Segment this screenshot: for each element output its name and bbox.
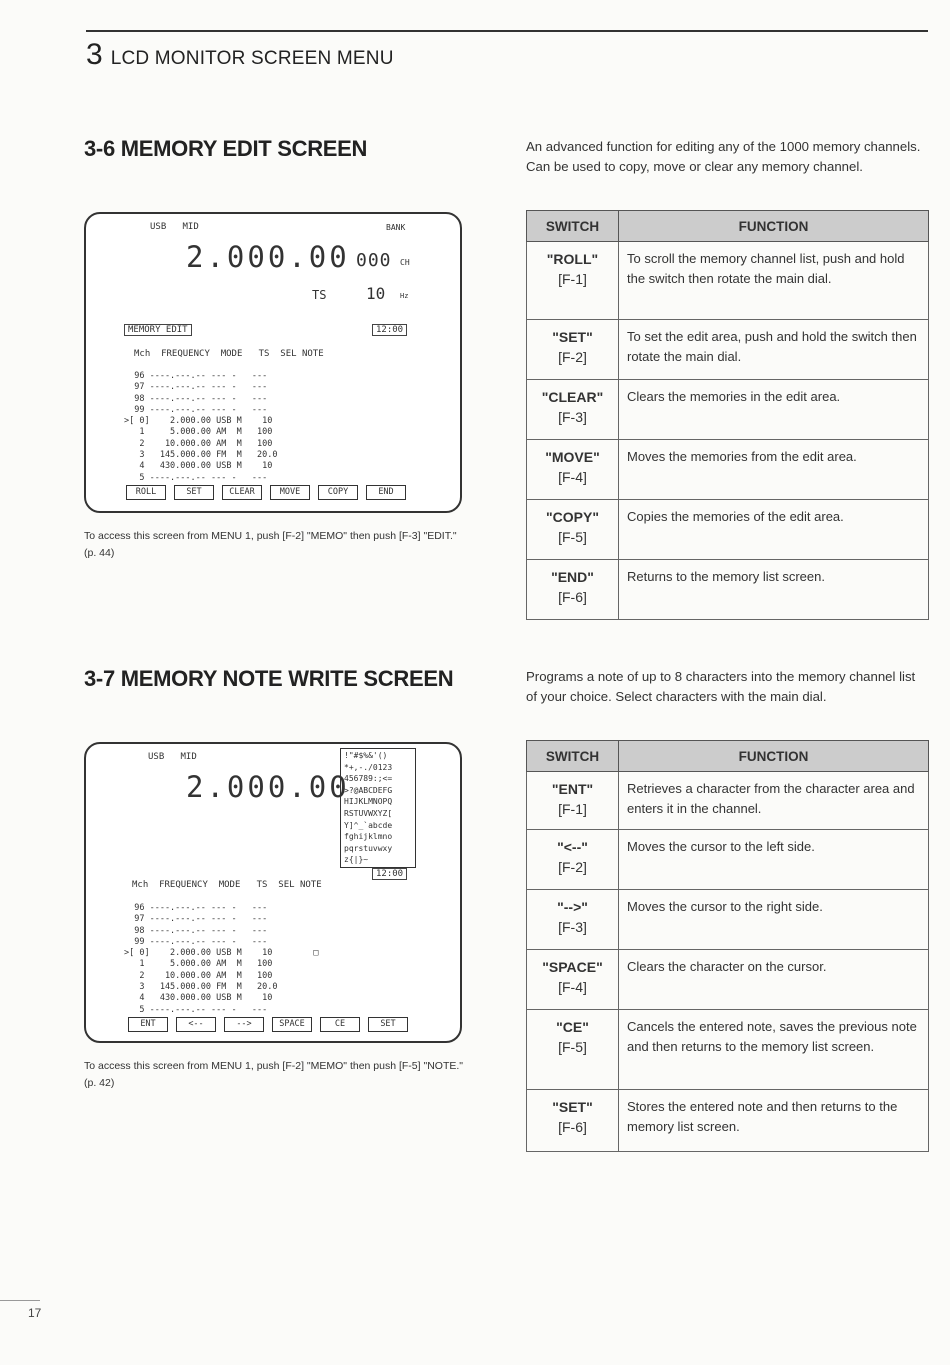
lcd-channel: 000: [356, 250, 392, 271]
page-number: 17: [28, 1306, 42, 1320]
switch-key: [F-2]: [558, 349, 587, 365]
cursor-right-button: -->: [224, 1017, 264, 1032]
switch-cell: [527, 772, 619, 830]
switch-name: "CE": [556, 1019, 589, 1035]
switch-name: "-->": [557, 899, 588, 915]
lcd-channel-unit: CH: [400, 258, 410, 267]
table-header-row: [527, 741, 929, 772]
switch-cell: [527, 890, 619, 950]
table-row: [527, 320, 929, 380]
switch-name: "MOVE": [545, 449, 600, 465]
switch-cell: [527, 242, 619, 320]
set-button: SET: [174, 485, 214, 500]
function-cell: Stores the entered note and then returns to the memory list screen.: [619, 1090, 929, 1152]
switch-key: [F-4]: [558, 469, 587, 485]
switch-cell: [527, 1010, 619, 1090]
switch-key: [F-3]: [558, 919, 587, 935]
switch-header: SWITCH: [527, 741, 619, 772]
lcd-frequency: 2.000.00: [186, 240, 350, 274]
section-6-intro: An advanced function for editing any of the 1000 memory channels. Can be used to copy, move or clear any memory channel.: [526, 139, 921, 174]
table-row: [527, 950, 929, 1010]
function-cell: Retrieves a character from the character area and enters it in the channel.: [619, 772, 929, 830]
section-6-caption: To access this screen from MENU 1, push [F-2] "MEMO" then push [F-3] "EDIT." (p. 44): [84, 530, 457, 559]
function-cell: Moves the cursor to the left side.: [619, 830, 929, 890]
section-7-switch-table: [526, 740, 929, 1152]
table-header-row: [527, 211, 929, 242]
switch-name: "END": [551, 569, 594, 585]
table-row: [527, 1090, 929, 1152]
switch-key: [F-6]: [558, 1119, 587, 1135]
function-cell: Moves the memories from the edit area.: [619, 440, 929, 500]
lcd-channel-rows: 96 ----.---.-- --- - --- 97 ----.---.-- --- - --- 98 ----.---.-- --- - --- 99 ----.---.-- --- - --- >[ 0] 2.000.00 USB M 10 1 5.000.00 AM M 100 2 10.000.00 AM M 100 3 145.000.00 FM M 20.0 4 430.000.00 USB M 10 5 ----.---.-- --- - ---: [124, 371, 278, 483]
page-number-rule: [0, 1300, 40, 1301]
set-button: SET: [368, 1017, 408, 1032]
switch-key: [F-2]: [558, 859, 587, 875]
switch-name: "SET": [552, 329, 593, 345]
chapter-number: 3: [86, 38, 103, 71]
function-cell: Copies the memories of the edit area.: [619, 500, 929, 560]
lcd-clock: 12:00: [372, 868, 407, 880]
switch-cell: [527, 950, 619, 1010]
function-cell: Cancels the entered note, saves the previous note and then returns to the memory list screen.: [619, 1010, 929, 1090]
lcd-column-headers: Mch FREQUENCY MODE TS SEL NOTE: [132, 880, 322, 890]
copy-button: COPY: [318, 485, 358, 500]
switch-cell: [527, 320, 619, 380]
lcd-function-buttons: [128, 1017, 408, 1032]
lcd-function-buttons: [126, 485, 406, 500]
lcd-frequency: 2.000.00: [186, 770, 350, 804]
switch-key: [F-4]: [558, 979, 587, 995]
function-cell: To scroll the memory channel list, push and hold the switch then rotate the main dial.: [619, 242, 929, 320]
lcd-column-headers: Mch FREQUENCY MODE TS SEL NOTE: [134, 349, 324, 359]
lcd-character-area: !"#$%&'() *+,-./0123 456789:;<= >?@ABCDEFG HIJKLMNOPQ RSTUVWXYZ[ Y]^_`abcde fghijklmno pqrstuvwxy z{|}~: [340, 748, 416, 868]
clear-button: CLEAR: [222, 485, 262, 500]
lcd-mode-labels: USB MID: [148, 752, 197, 762]
table-row: [527, 380, 929, 440]
switch-name: "COPY": [546, 509, 599, 525]
table-row: [527, 830, 929, 890]
lcd-clock: 12:00: [372, 324, 407, 336]
lcd-mode-labels: USB MID: [150, 222, 199, 232]
cursor-left-button: <--: [176, 1017, 216, 1032]
lcd-bank-label: BANK: [386, 223, 406, 232]
switch-cell: [527, 1090, 619, 1152]
function-cell: Clears the character on the cursor.: [619, 950, 929, 1010]
switch-cell: [527, 830, 619, 890]
table-row: [527, 242, 929, 320]
function-cell: To set the edit area, push and hold the switch then rotate the main dial.: [619, 320, 929, 380]
section-6-title: 3-6 MEMORY EDIT SCREEN: [84, 136, 368, 161]
function-cell: Clears the memories in the edit area.: [619, 380, 929, 440]
lcd-channel-rows: 96 ----.---.-- --- - --- 97 ----.---.-- --- - --- 98 ----.---.-- --- - --- 99 ----.---.-- --- - --- >[ 0] 2.000.00 USB M 10 □ 1 5.000.00 AM M 100 2 10.000.00 AM M 100 3 145.000.00 FM M 20.0 4 430.000.00 USB M 10 5 ----.---.-- --- - ---: [124, 903, 319, 1015]
table-row: [527, 1010, 929, 1090]
switch-cell: [527, 380, 619, 440]
switch-key: [F-1]: [558, 801, 587, 817]
space-button: SPACE: [272, 1017, 312, 1032]
memory-note-lcd: [84, 742, 462, 1043]
switch-name: "SPACE": [542, 959, 603, 975]
memory-edit-lcd: [84, 212, 462, 513]
switch-key: [F-3]: [558, 409, 587, 425]
switch-key: [F-1]: [558, 271, 587, 287]
roll-button: ROLL: [126, 485, 166, 500]
switch-name: "<--": [557, 839, 588, 855]
table-row: [527, 772, 929, 830]
switch-key: [F-5]: [558, 1039, 587, 1055]
switch-key: [F-5]: [558, 529, 587, 545]
lcd-ts-value: 10: [366, 284, 386, 303]
ce-button: CE: [320, 1017, 360, 1032]
switch-cell: [527, 500, 619, 560]
chapter-heading: [86, 38, 394, 72]
switch-name: "ENT": [551, 781, 594, 797]
function-cell: Moves the cursor to the right side.: [619, 890, 929, 950]
function-cell: Returns to the memory list screen.: [619, 560, 929, 620]
move-button: MOVE: [270, 485, 310, 500]
function-header: FUNCTION: [619, 211, 929, 242]
chapter-title: LCD MONITOR SCREEN MENU: [110, 48, 394, 69]
ent-button: ENT: [128, 1017, 168, 1032]
lcd-screen-label: MEMORY EDIT: [124, 324, 192, 336]
section-7-title: 3-7 MEMORY NOTE WRITE SCREEN: [84, 666, 454, 691]
lcd-ts-unit: Hz: [400, 292, 409, 300]
table-row: [527, 500, 929, 560]
end-button: END: [366, 485, 406, 500]
table-row: [527, 440, 929, 500]
section-6-switch-table: [526, 210, 929, 620]
section-7-intro: Programs a note of up to 8 characters into the memory channel list of your choice. Select characters with the main dial.: [526, 669, 916, 704]
table-row: [527, 560, 929, 620]
switch-name: "ROLL": [546, 251, 599, 267]
function-header: FUNCTION: [619, 741, 929, 772]
switch-key: [F-6]: [558, 589, 587, 605]
section-7-caption: To access this screen from MENU 1, push [F-2] "MEMO" then push [F-5] "NOTE." (p. 42): [84, 1060, 464, 1089]
table-row: [527, 890, 929, 950]
switch-name: "SET": [552, 1099, 593, 1115]
switch-header: SWITCH: [527, 211, 619, 242]
lcd-ts-label: TS: [312, 288, 327, 302]
switch-name: "CLEAR": [541, 389, 604, 405]
switch-cell: [527, 560, 619, 620]
switch-cell: [527, 440, 619, 500]
header-rule: [86, 30, 928, 32]
